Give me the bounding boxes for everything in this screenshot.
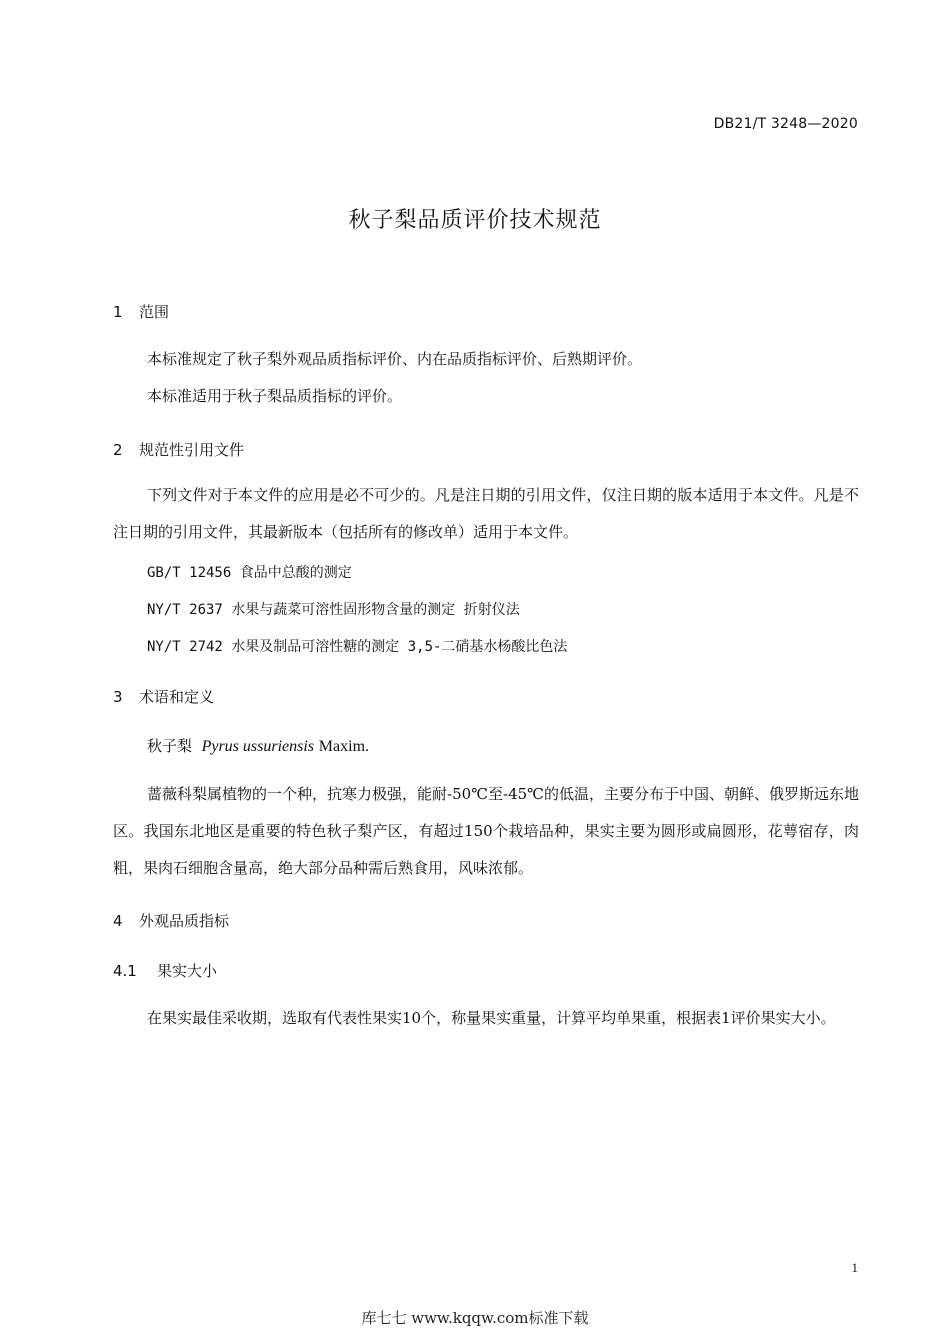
section-2-paragraph: 下列文件对于本文件的应用是必不可少的。凡是注日期的引用文件，仅注日期的版本适用于本文件。凡是不注日期的引用文件，其最新版本（包括所有的修改单）适用于本文件。 [113,486,859,541]
section-1-paragraph-1: 本标准规定了秋子梨外观品质指标评价、内在品质指标评价、后熟期评价。 [147,350,643,368]
section-4-1-paragraph: 在果实最佳采收期，选取有代表性果实10个，称量果实重量，计算平均单果重，根据表1评价果实大小。 [147,1009,836,1027]
section-title: 果实大小 [157,962,218,980]
section-number: 2 [113,441,123,459]
document-code: DB21/T 3248—2020 [713,116,858,132]
term-entry [147,735,369,756]
reference-item: NY/T 2742 水果及制品可溶性糖的测定 3,5-二硝基水杨酸比色法 [147,639,568,655]
section-1-paragraph-2: 本标准适用于秋子梨品质指标的评价。 [147,387,403,405]
section-number: 4 [113,912,123,930]
section-number: 4.1 [113,962,137,980]
term-latin-name: Pyrus ussuriensis [201,738,315,755]
section-3-heading [113,686,214,707]
section-number: 1 [113,303,123,321]
section-number: 3 [113,688,123,706]
reference-item: NY/T 2637 水果与蔬菜可溶性固形物含量的测定 折射仪法 [147,602,520,618]
page-number: 1 [851,1260,858,1275]
section-title: 术语和定义 [139,688,215,706]
section-title: 范围 [139,303,170,321]
section-2-heading [113,439,244,460]
footer-watermark: 库七七 www.kqqw.com标准下载 [361,1309,589,1327]
section-4-1-heading [113,960,217,981]
reference-item: GB/T 12456 食品中总酸的测定 [147,565,352,581]
page-title: 秋子梨品质评价技术规范 [348,208,602,233]
term-name: 秋子梨 [147,737,193,755]
term-latin-author: Maxim. [318,738,370,755]
section-3-definition: 蔷薇科梨属植物的一个种，抗寒力极强，能耐-50℃至-45℃的低温，主要分布于中国、朝鲜、俄罗斯远东地区。我国东北地区是重要的特色秋子梨产区，有超过150个栽培品种，果实主要为圆形或扁圆形，花萼宿存，肉粗，果肉石细胞含量高，绝大部分品种需后熟食用，风味浓郁。 [113,785,859,877]
section-title: 规范性引用文件 [139,441,245,459]
section-title: 外观品质指标 [139,912,230,930]
section-4-heading [113,910,229,931]
section-1-heading [113,301,169,322]
